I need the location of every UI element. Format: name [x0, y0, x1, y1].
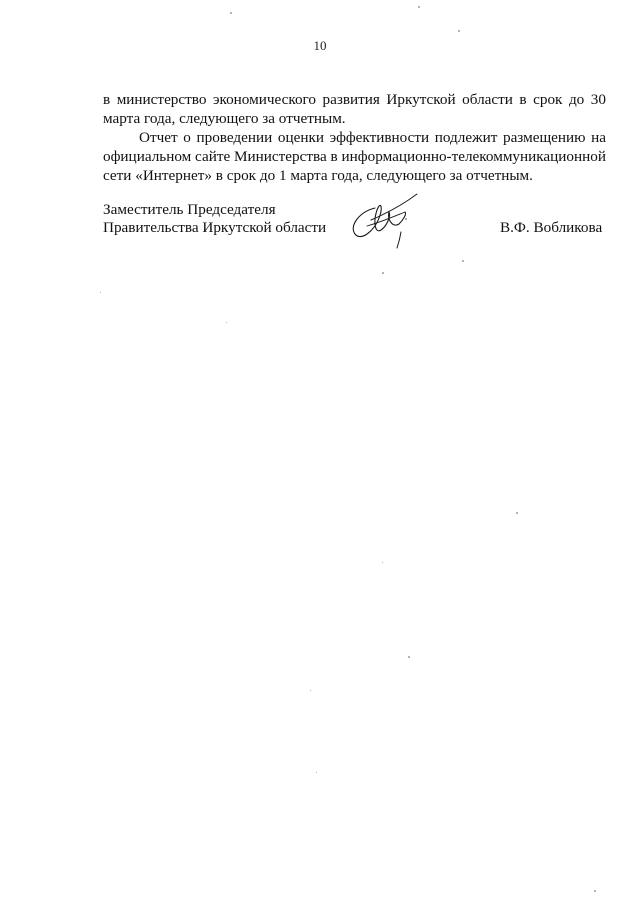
scan-speck	[310, 690, 311, 691]
scan-speck	[230, 12, 232, 14]
scan-speck	[516, 512, 518, 514]
scan-speck	[100, 292, 101, 293]
paragraph-report-publication: Отчет о проведении оценки эффективности подлежит размещению на официальном сайте Министерства в информационно-телекоммуникационной сети «Интернет» в срок до 1 марта года, следующего за отчетным.	[103, 129, 606, 184]
signatory-position	[103, 201, 326, 237]
scan-speck	[382, 272, 384, 274]
position-line-1: Заместитель Председателя	[103, 201, 276, 218]
scan-speck	[418, 6, 420, 8]
scan-speck	[405, 218, 407, 220]
signatory-name: В.Ф. Вобликова	[500, 219, 603, 236]
body-text	[103, 90, 606, 185]
scan-speck	[408, 656, 410, 658]
scan-speck	[226, 322, 227, 323]
handwritten-signature	[345, 190, 425, 252]
scan-speck	[458, 30, 460, 32]
page-number: 10	[313, 38, 327, 53]
scan-speck	[594, 890, 596, 892]
scan-speck	[316, 772, 317, 773]
paragraph-continuation: в министерство экономического развития Иркутской области в срок до 30 марта года, следующего за отчетным.	[103, 91, 606, 127]
position-line-2: Правительства Иркутской области	[103, 219, 327, 236]
scan-speck	[462, 260, 464, 262]
scan-speck	[382, 562, 383, 563]
